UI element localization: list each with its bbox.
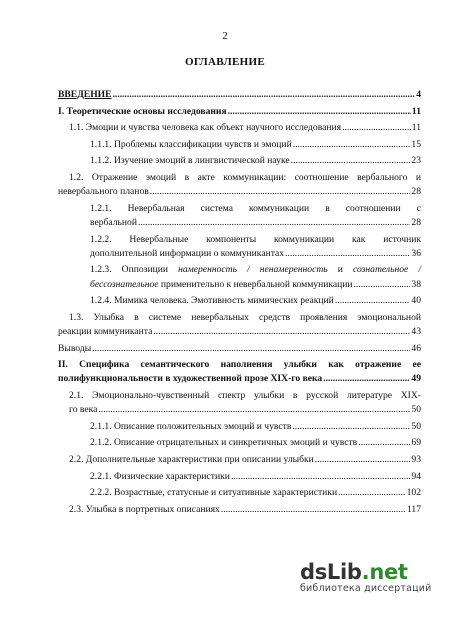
toc-entry-text-line: 1.2. Отражение эмоций в акте коммуникации: соотношение вербального и — [69, 171, 421, 183]
watermark-subtitle: библиотека диссертаций — [300, 583, 432, 594]
toc-entry-italic: намеренность / ненамеренность — [178, 264, 328, 276]
toc-entry-page: 102 — [406, 487, 421, 499]
toc-entry-page: 40 — [411, 295, 421, 307]
toc-entry-text: 2.2.2. Возрастные, статусные и ситуативные характеристики — [90, 487, 338, 499]
watermark-brand-tld: .net — [361, 560, 408, 584]
toc-entry-page: 94 — [411, 470, 421, 482]
toc-entry-2-2-2[interactable] — [58, 486, 421, 500]
toc-entry-1-2-2[interactable] — [58, 233, 421, 261]
toc-entry-text-line: 1.2.1. Невербальная система коммуникации в соотношении с — [90, 202, 421, 214]
toc-entry-page: 43 — [411, 325, 421, 337]
toc-entry-page: 117 — [406, 503, 421, 515]
toc-entry-page: 11 — [411, 105, 421, 117]
toc-entry-italic: сознательное / — [352, 264, 422, 276]
toc-entry-text: 1.1.1. Проблемы классификации чувств и эмоций — [90, 138, 292, 150]
toc-entry-introduction[interactable] — [58, 88, 421, 102]
toc-entry-page: 4 — [416, 89, 421, 100]
toc-entry-text-line — [90, 263, 421, 277]
toc-entry-mid: и — [327, 264, 353, 276]
toc-entry-1-2[interactable] — [58, 171, 421, 199]
toc-entry-page: 28 — [411, 216, 421, 228]
toc-entry-text: полифункциональности в художественной прозе XIX-го века — [58, 373, 323, 385]
toc-entry-1-2-4[interactable] — [58, 294, 421, 308]
toc-entry-2-3[interactable] — [58, 503, 421, 517]
toc-entry-prefix: 1.2.3. Оппозиции — [90, 264, 179, 276]
table-of-contents — [58, 88, 421, 517]
toc-entry-text: 2.2.1. Физические характеристики — [90, 470, 230, 482]
toc-entry-page: 23 — [411, 155, 421, 167]
toc-entry-page: 36 — [411, 247, 421, 259]
toc-entry-2-1-2[interactable] — [58, 436, 421, 450]
toc-entry-1-2-3[interactable] — [58, 263, 421, 291]
watermark-logo — [300, 560, 440, 594]
toc-entry-page: 28 — [411, 186, 421, 198]
toc-entry-1-1-2[interactable] — [58, 154, 421, 168]
toc-entry-text: реакции коммуниканта — [58, 325, 153, 337]
toc-title: ОГЛАВЛЕНИЕ — [185, 56, 265, 68]
toc-entry-page: 50 — [411, 420, 421, 432]
toc-entry-text: 2.3. Улыбка в портретных описаниях — [69, 503, 220, 515]
toc-entry-text: 2.2. Дополнительные характеристики при описании улыбки — [69, 453, 314, 465]
toc-entry-text: 1.2.4. Мимика человека. Эмотивность мимических реакций — [90, 295, 334, 307]
watermark-brand — [300, 560, 440, 584]
toc-entry-text: 1.1.2. Изучение эмоций в лингвистической науке — [90, 155, 290, 167]
toc-entry-text: Выводы — [58, 342, 92, 354]
toc-entry-1-1-1[interactable] — [58, 138, 421, 152]
toc-entry-page: 69 — [411, 437, 421, 449]
toc-entry-text-line: II. Специфика семантического наполнения улыбки как отражение ее — [58, 359, 421, 371]
toc-entry-page: 15 — [411, 138, 421, 150]
toc-entry-text: невербального планов — [58, 186, 149, 198]
toc-entry-chapter-2[interactable] — [58, 358, 421, 386]
toc-entry-page: 50 — [411, 404, 421, 416]
toc-entry-italic: бессознательное — [90, 278, 159, 290]
toc-entry-text: I. Теоретические основы исследования — [58, 105, 227, 117]
toc-entry-page: 93 — [411, 453, 421, 465]
toc-entry-text: ВВЕДЕНИЕ — [58, 89, 112, 100]
toc-entry-text: 1.1. Эмоции и чувства человека как объект научного исследования — [69, 122, 342, 134]
toc-entry-text: 2.1.1. Описание положительных эмоций и чувств — [90, 420, 292, 432]
toc-entry-text — [90, 278, 353, 292]
toc-entry-text-rest: применительно к невербальной коммуникации — [158, 278, 353, 290]
toc-entry-2-1-1[interactable] — [58, 420, 421, 434]
toc-entry-conclusions[interactable] — [58, 342, 421, 356]
toc-entry-page: 49 — [411, 373, 421, 385]
toc-entry-text: дополнительной информации о коммуникантах — [90, 247, 285, 259]
toc-entry-text: 2.1.2. Описание отрицательных и синкретичных эмоций и чувств — [90, 437, 358, 449]
toc-entry-2-2-1[interactable] — [58, 470, 421, 484]
page-number: 2 — [222, 30, 228, 42]
toc-entry-2-2[interactable] — [58, 453, 421, 467]
toc-entry-2-1[interactable] — [58, 389, 421, 417]
toc-entry-page: 46 — [411, 342, 421, 354]
toc-entry-1-1[interactable] — [58, 121, 421, 135]
toc-entry-page: 11 — [411, 122, 421, 134]
toc-entry-chapter-1[interactable] — [58, 105, 421, 119]
toc-entry-1-3[interactable] — [58, 311, 421, 339]
toc-entry-text: го века — [69, 404, 98, 416]
toc-entry-text: вербальной — [90, 216, 137, 228]
toc-entry-page: 38 — [411, 278, 421, 290]
toc-entry-text-line: 2.1. Эмоционально-чувственный спектр улыбки в русской литературе XIX- — [69, 389, 421, 401]
toc-entry-text-line: 1.3. Улыбка в системе невербальных средств проявления эмоциональной — [69, 311, 421, 323]
toc-entry-1-2-1[interactable] — [58, 202, 421, 230]
watermark-brand-main: dsLib — [300, 560, 362, 584]
toc-entry-text-line: 1.2.2. Невербальные компоненты коммуникации как источник — [90, 233, 421, 245]
